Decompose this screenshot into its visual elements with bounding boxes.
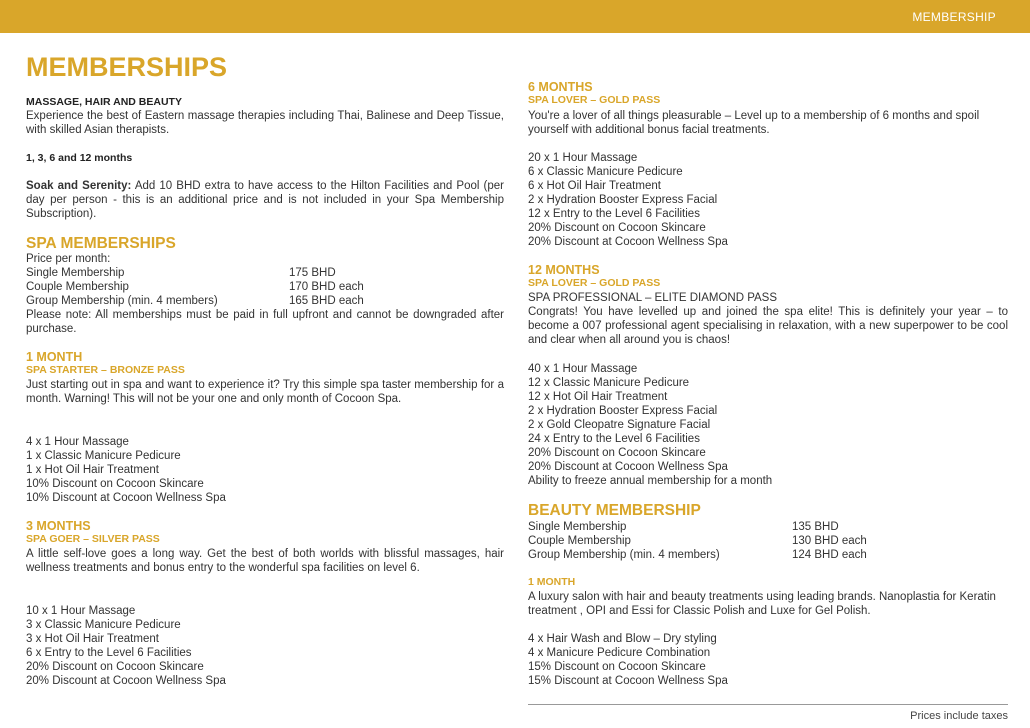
spa-memberships-title: SPA MEMBERSHIPS bbox=[26, 235, 176, 252]
three-months-desc: A little self-love goes a long way. Get the best of both worlds with blissful massages, hair wellness treatments and bonus entry to the wonderful spa facilities on level 6. bbox=[26, 548, 504, 574]
one-month-title: 1 MONTH bbox=[26, 350, 83, 364]
price-row-value: 175 BHD bbox=[289, 267, 336, 279]
price-row-name: Single Membership bbox=[26, 267, 125, 279]
price-row-name: Group Membership (min. 4 members) bbox=[26, 295, 218, 307]
price-row-name: Single Membership bbox=[528, 521, 627, 533]
list-item: 6 x Entry to the Level 6 Facilities bbox=[26, 647, 192, 659]
spa-price-table bbox=[26, 266, 504, 308]
list-item: 2 x Hydration Booster Express Facial bbox=[528, 194, 718, 206]
one-month-pass: SPA STARTER – BRONZE PASS bbox=[26, 364, 185, 376]
prices-note: Prices include taxes bbox=[910, 710, 1008, 722]
header-bar bbox=[0, 0, 1030, 33]
list-item: 20% Discount on Cocoon Skincare bbox=[528, 447, 706, 459]
beauty-price-table bbox=[528, 520, 1008, 562]
intro-text: Experience the best of Eastern massage therapies including Thai, Balinese and Deep Tissue, with skilled Asian therapists. bbox=[26, 110, 504, 136]
price-row-value: 170 BHD each bbox=[289, 281, 364, 293]
list-item: 20% Discount at Cocoon Wellness Spa bbox=[528, 236, 728, 248]
price-row bbox=[528, 534, 1008, 548]
price-row-value: 165 BHD each bbox=[289, 295, 364, 307]
list-item: 40 x 1 Hour Massage bbox=[528, 363, 638, 375]
price-row bbox=[26, 266, 504, 280]
list-item: Ability to freeze annual membership for a month bbox=[528, 475, 773, 487]
list-item: 20% Discount on Cocoon Skincare bbox=[528, 222, 706, 234]
list-item: 15% Discount at Cocoon Wellness Spa bbox=[528, 675, 728, 687]
durations: 1, 3, 6 and 12 months bbox=[26, 152, 133, 164]
price-row bbox=[26, 294, 504, 308]
six-months-title: 6 MONTHS bbox=[528, 80, 593, 94]
price-row bbox=[26, 280, 504, 294]
list-item: 3 x Hot Oil Hair Treatment bbox=[26, 633, 159, 645]
one-month-list bbox=[26, 435, 226, 505]
beauty-desc: A luxury salon with hair and beauty treatments using leading brands. Nanoplastia for Keratin treatment , OPI and Essi for Classic Polish and Luxe for Gel Polish. bbox=[528, 591, 996, 617]
twelve-months-list bbox=[528, 362, 772, 488]
one-month-desc: Just starting out in spa and want to experience it? Try this simple spa taster membership for a month. Warning! This will not be your one and only month of Cocoon Spa. bbox=[26, 379, 504, 405]
list-item: 12 x Classic Manicure Pedicure bbox=[528, 377, 690, 389]
three-months-title: 3 MONTHS bbox=[26, 519, 91, 533]
list-item: 20% Discount on Cocoon Skincare bbox=[26, 661, 204, 673]
beauty-membership-title: BEAUTY MEMBERSHIP bbox=[528, 502, 701, 519]
six-months-list bbox=[528, 151, 728, 249]
price-row-value: 135 BHD bbox=[792, 521, 839, 533]
three-months-pass: SPA GOER – SILVER PASS bbox=[26, 533, 160, 545]
list-item: 1 x Hot Oil Hair Treatment bbox=[26, 464, 159, 476]
price-row-value: 124 BHD each bbox=[792, 549, 867, 561]
list-item: 4 x Manicure Pedicure Combination bbox=[528, 647, 711, 659]
list-item: 6 x Hot Oil Hair Treatment bbox=[528, 180, 661, 192]
price-row bbox=[528, 520, 1008, 534]
list-item: 24 x Entry to the Level 6 Facilities bbox=[528, 433, 700, 445]
intro-heading: MASSAGE, HAIR AND BEAUTY bbox=[26, 96, 182, 108]
list-item: 10% Discount at Cocoon Wellness Spa bbox=[26, 492, 226, 504]
section-label: MEMBERSHIP bbox=[912, 10, 996, 24]
price-row bbox=[528, 548, 1008, 562]
list-item: 1 x Classic Manicure Pedicure bbox=[26, 450, 181, 462]
list-item: 6 x Classic Manicure Pedicure bbox=[528, 166, 683, 178]
list-item: 20 x 1 Hour Massage bbox=[528, 152, 638, 164]
list-item: 20% Discount at Cocoon Wellness Spa bbox=[528, 461, 728, 473]
twelve-months-desc: Congrats! You have levelled up and joined the spa elite! This is definitely your year – to become a 007 professional agent specialising in relaxation, with a new superpower to be cool and clear when all around you is chaos! bbox=[528, 306, 1008, 346]
soak-paragraph bbox=[26, 179, 504, 221]
list-item: 10% Discount on Cocoon Skincare bbox=[26, 478, 204, 490]
list-item: 20% Discount at Cocoon Wellness Spa bbox=[26, 675, 226, 687]
list-item: 10 x 1 Hour Massage bbox=[26, 605, 136, 617]
beauty-one-month-title: 1 MONTH bbox=[528, 576, 576, 588]
list-item: 15% Discount on Cocoon Skincare bbox=[528, 661, 706, 673]
price-label: Price per month: bbox=[26, 253, 111, 265]
list-item: 12 x Entry to the Level 6 Facilities bbox=[528, 208, 700, 220]
list-item: 4 x 1 Hour Massage bbox=[26, 436, 129, 448]
footer-divider bbox=[528, 704, 1008, 705]
price-row-name: Couple Membership bbox=[528, 535, 631, 547]
list-item: 2 x Gold Cleopatre Signature Facial bbox=[528, 419, 711, 431]
soak-label: Soak and Serenity: bbox=[26, 180, 132, 192]
purchase-note: Please note: All memberships must be paid in full upfront and cannot be downgraded after purchase. bbox=[26, 309, 504, 335]
six-months-desc: You're a lover of all things pleasurable – Level up to a membership of 6 months and spoil yourself with additional bonus facial treatments. bbox=[528, 110, 980, 136]
soak-text: Add 10 BHD extra to have access to the Hilton Facilities and Pool (per day per person - this is an additional price and is not included in your Spa Membership Subscription). bbox=[26, 180, 504, 220]
twelve-months-pass: SPA LOVER – GOLD PASS bbox=[528, 277, 661, 289]
price-row-name: Couple Membership bbox=[26, 281, 129, 293]
list-item: 3 x Classic Manicure Pedicure bbox=[26, 619, 181, 631]
price-row-value: 130 BHD each bbox=[792, 535, 867, 547]
beauty-list bbox=[528, 632, 728, 688]
six-months-pass: SPA LOVER – GOLD PASS bbox=[528, 94, 661, 106]
list-item: 2 x Hydration Booster Express Facial bbox=[528, 405, 718, 417]
page-title: MEMBERSHIPS bbox=[26, 52, 228, 82]
price-row-name: Group Membership (min. 4 members) bbox=[528, 549, 720, 561]
three-months-list bbox=[26, 604, 226, 688]
list-item: 4 x Hair Wash and Blow – Dry styling bbox=[528, 633, 717, 645]
twelve-months-title: 12 MONTHS bbox=[528, 263, 600, 277]
list-item: 12 x Hot Oil Hair Treatment bbox=[528, 391, 668, 403]
twelve-months-pass-2: SPA PROFESSIONAL – ELITE DIAMOND PASS bbox=[528, 292, 778, 304]
